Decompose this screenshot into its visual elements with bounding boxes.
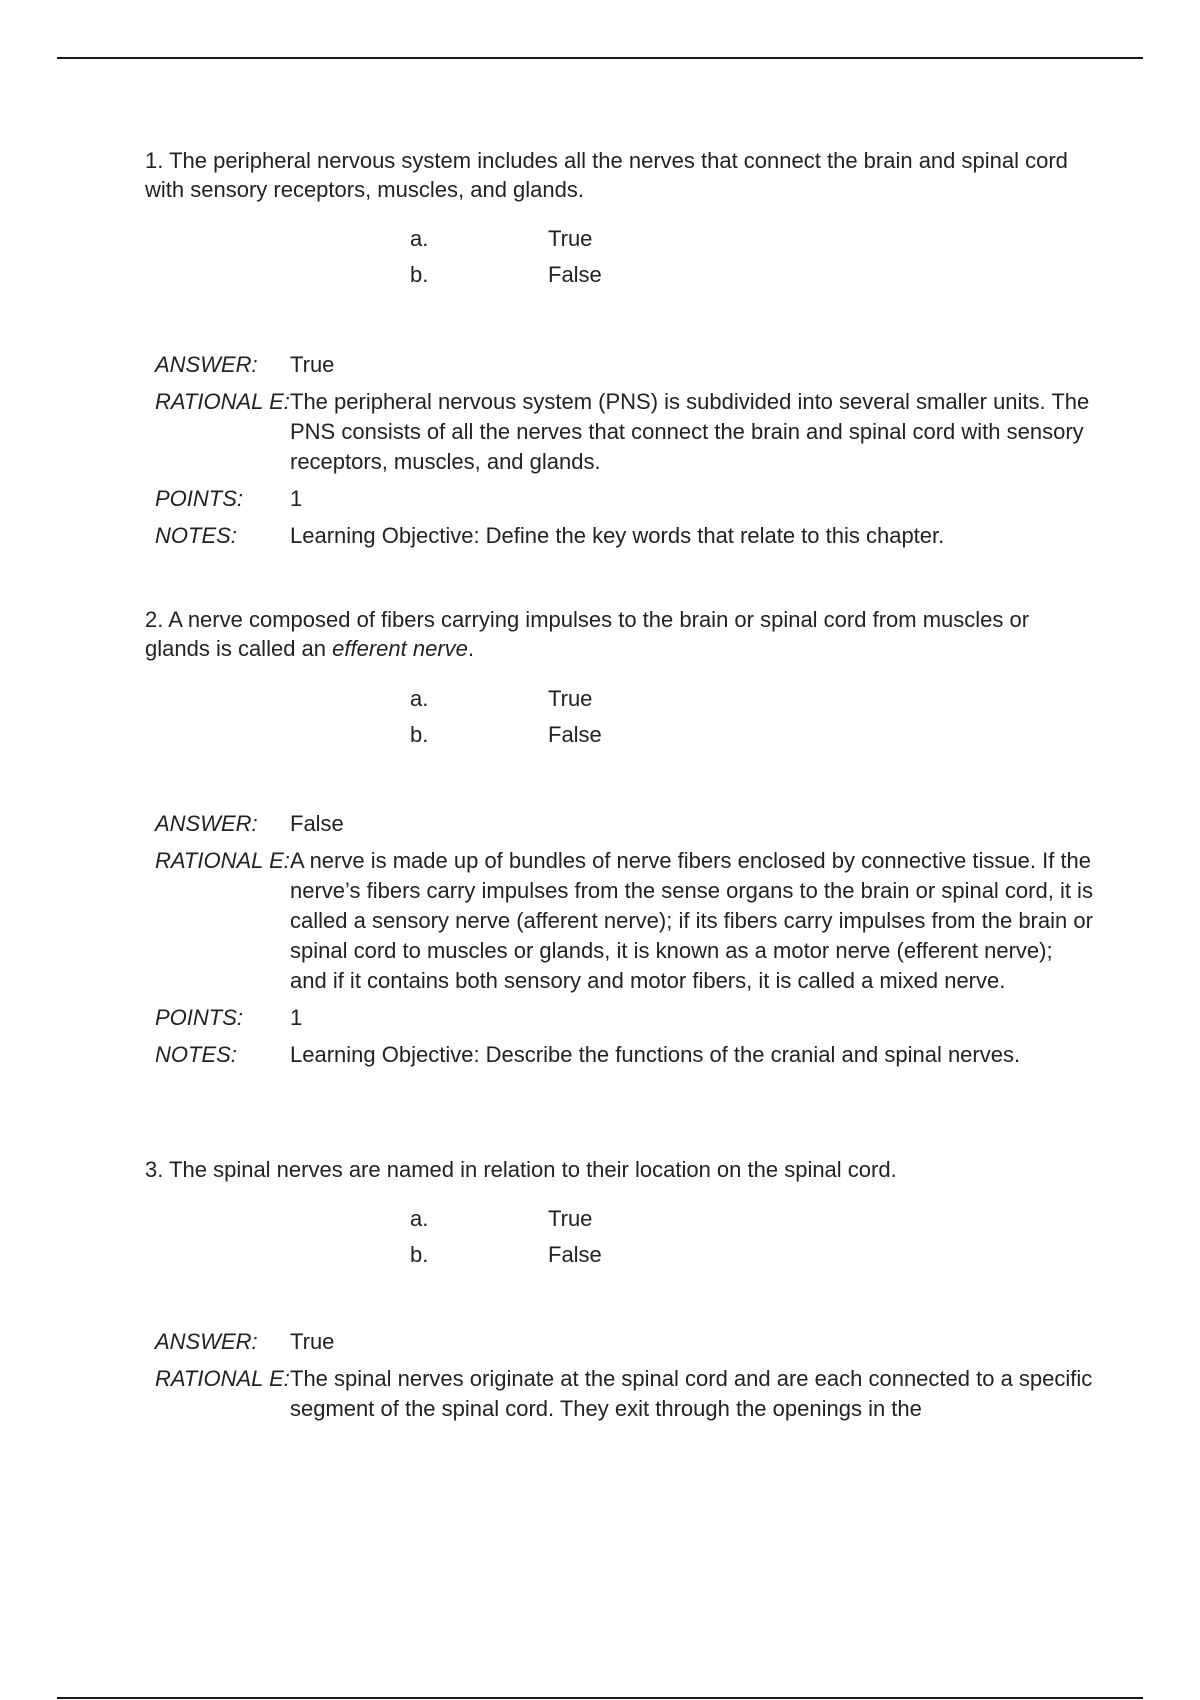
rationale-text: The spinal nerves originate at the spinal cord and are each connected to a specific segment of the spinal cord. They exit through the openings in the: [290, 1366, 1093, 1421]
choice-text: True: [548, 686, 593, 711]
answer-label: ANSWER:: [155, 352, 258, 377]
notes-label: NOTES:: [155, 1042, 237, 1067]
answer-row: [155, 1327, 1095, 1357]
question-stem: 1. The peripheral nervous system includes all the nerves that connect the brain and spinal cord with sensory receptors, muscles, and glands.: [145, 148, 1068, 202]
answer-row: [155, 350, 1095, 380]
answer-label: ANSWER:: [155, 1329, 258, 1354]
answer-value: True: [290, 1329, 335, 1354]
question-3: [145, 1155, 1095, 1273]
rationale-row: [155, 846, 1095, 996]
notes-row: [155, 521, 1095, 551]
points-row: [155, 484, 1095, 514]
choice-a[interactable]: [410, 221, 1095, 257]
rationale-label: RATIONAL E:: [155, 389, 290, 414]
choice-list: [410, 221, 1095, 293]
choice-text: True: [548, 226, 593, 251]
answer-value: True: [290, 352, 335, 377]
choice-letter: a.: [410, 226, 429, 251]
points-value: 1: [290, 1005, 303, 1030]
answer-block-1: [155, 350, 1095, 558]
notes-text: Learning Objective: Define the key words that relate to this chapter.: [290, 523, 945, 548]
answer-row: [155, 809, 1095, 839]
question-2: [145, 605, 1095, 753]
stem-text: 2. A nerve composed of fibers carrying impulses to the brain or spinal cord from muscles or glands is called an: [145, 607, 1030, 661]
answer-block-2: [155, 809, 1095, 1077]
header-rule: [57, 57, 1143, 59]
choice-list: [410, 1201, 1095, 1273]
question-stem: 3. The spinal nerves are named in relation to their location on the spinal cord.: [145, 1157, 897, 1182]
answer-block-3: [155, 1327, 1095, 1431]
choice-a[interactable]: [410, 681, 1095, 717]
choice-letter: b.: [410, 262, 429, 287]
notes-text: Learning Objective: Describe the functions of the cranial and spinal nerves.: [290, 1042, 1021, 1067]
choice-text: False: [548, 1242, 602, 1267]
notes-label: NOTES:: [155, 523, 237, 548]
choice-a[interactable]: [410, 1201, 1095, 1237]
points-label: POINTS:: [155, 486, 244, 511]
choice-b[interactable]: [410, 717, 1095, 753]
choice-b[interactable]: [410, 257, 1095, 293]
rationale-label: RATIONAL E:: [155, 848, 290, 873]
choice-text: False: [548, 262, 602, 287]
rationale-text: The peripheral nervous system (PNS) is subdivided into several smaller units. The PNS consists of all the nerves that connect the brain and spinal cord with sensory receptors, muscles, and glands.: [290, 389, 1090, 474]
question-stem: [145, 605, 1095, 663]
answer-label: ANSWER:: [155, 811, 258, 836]
points-value: 1: [290, 486, 303, 511]
points-row: [155, 1003, 1095, 1033]
rationale-row: [155, 387, 1095, 477]
stem-italic-term: efferent nerve: [332, 636, 468, 661]
choice-letter: b.: [410, 722, 429, 747]
notes-row: [155, 1040, 1095, 1070]
stem-text: .: [467, 636, 474, 661]
rationale-text: A nerve is made up of bundles of nerve fibers enclosed by connective tissue. If the nerve’s fibers carry impulses from the sense organs to the brain or spinal cord, it is called a sensory nerve (afferent nerve); if its fibers carry impulses from the brain or spinal cord to muscles or glands, it is known as a motor nerve (efferent nerve); and if it contains both sensory and motor fibers, it is called a mixed nerve.: [290, 848, 1093, 993]
choice-letter: b.: [410, 1242, 429, 1267]
choice-list: [410, 681, 1095, 753]
choice-letter: a.: [410, 686, 429, 711]
rationale-row: [155, 1364, 1095, 1424]
choice-b[interactable]: [410, 1237, 1095, 1273]
footer-rule: [57, 1697, 1143, 1699]
points-label: POINTS:: [155, 1005, 244, 1030]
question-1: [145, 146, 1095, 293]
answer-value: False: [290, 811, 344, 836]
rationale-label: RATIONAL E:: [155, 1366, 290, 1391]
choice-text: False: [548, 722, 602, 747]
choice-letter: a.: [410, 1206, 429, 1231]
choice-text: True: [548, 1206, 593, 1231]
